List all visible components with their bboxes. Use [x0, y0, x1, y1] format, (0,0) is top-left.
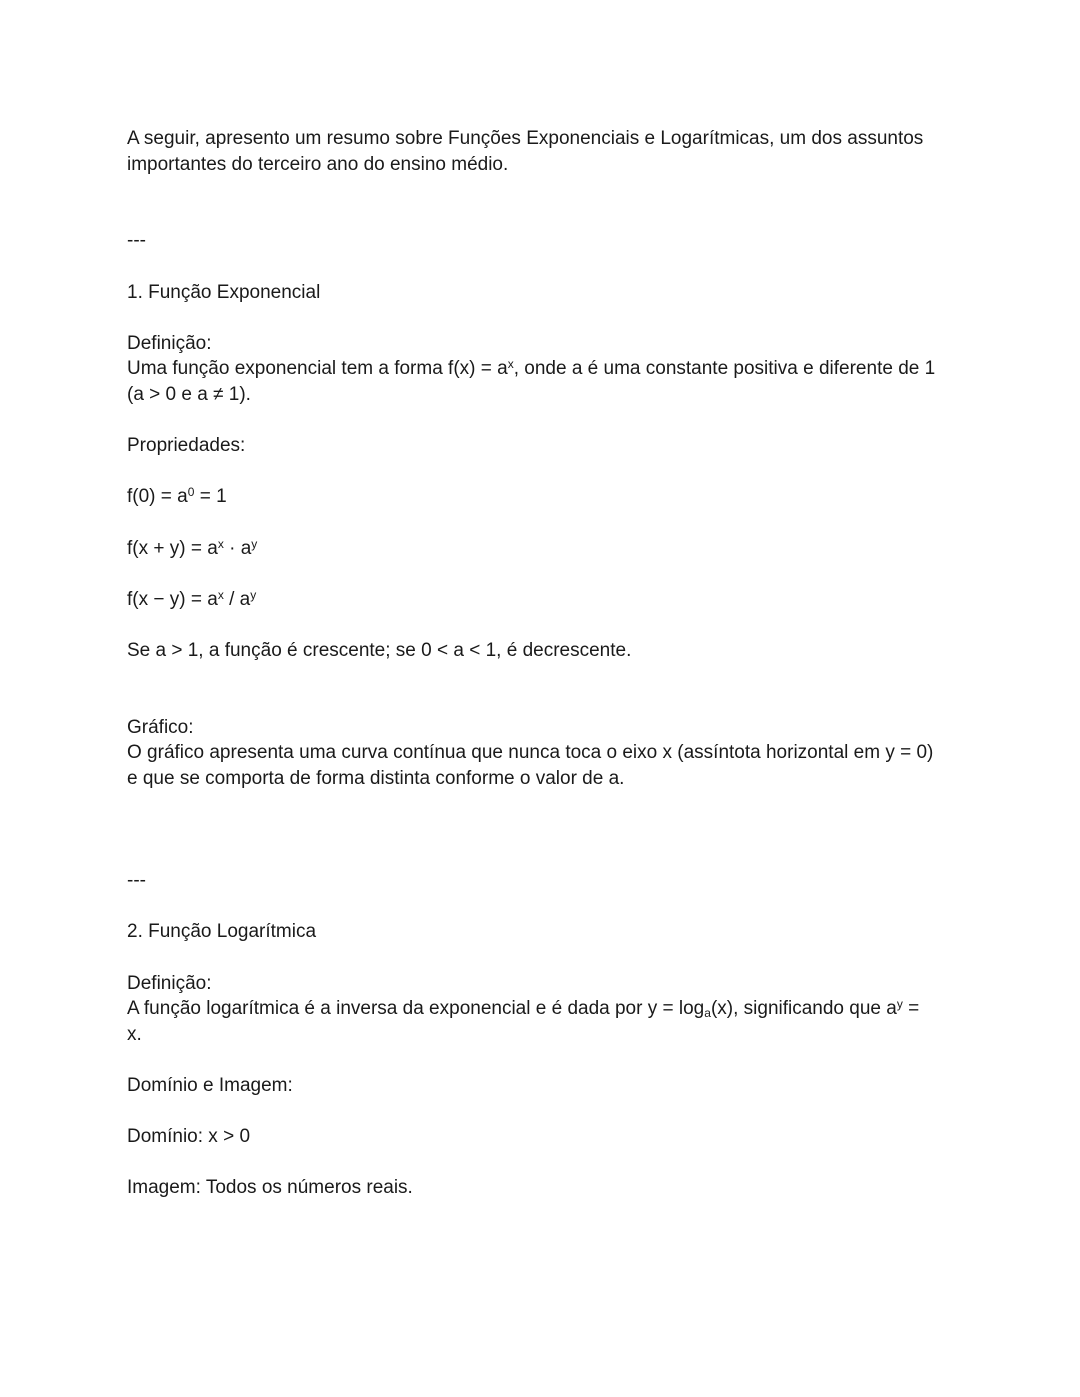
spacer: [127, 612, 957, 638]
spacer: [127, 1150, 957, 1176]
superscript: 0: [187, 485, 195, 500]
spacer: [127, 689, 957, 715]
formula-text: / a: [223, 588, 251, 610]
spacer: [127, 791, 957, 817]
definition-text: Uma função exponencial tem a forma f(x) = a: [127, 358, 508, 380]
spacer: [127, 817, 957, 843]
spacer: [127, 177, 957, 203]
superscript: y: [251, 536, 258, 551]
spacer: [127, 561, 957, 587]
formula-text: f(x − y) = a: [127, 588, 218, 610]
section-1-definition-label: Definição:: [127, 332, 212, 354]
section-2-title: 2. Função Logarítmica: [127, 921, 317, 943]
definition-text: (x), significando que a: [710, 998, 897, 1020]
domain-text: Domínio: x > 0: [127, 1126, 251, 1148]
intro-line-1: A seguir, apresento um resumo sobre Funções Exponenciais e Logarítmicas, um dos assuntos: [127, 128, 924, 149]
superscript: x: [507, 357, 514, 372]
superscript: y: [250, 587, 257, 602]
section-1-definition-line-1: [127, 356, 957, 382]
spacer: [127, 254, 957, 280]
image-text: Imagem: Todos os números reais.: [127, 1177, 413, 1199]
property-4: Se a > 1, a função é crescente; se 0 < a < 1, é decrescente.: [127, 639, 632, 661]
spacer: [127, 945, 957, 971]
spacer: [127, 843, 957, 869]
spacer: [127, 305, 957, 331]
section-1-definition-line-2: (a > 0 e a ≠ 1).: [127, 383, 251, 405]
properties-label: Propriedades:: [127, 435, 246, 457]
formula-text: · a: [223, 537, 252, 559]
domain-image-label: Domínio e Imagem:: [127, 1074, 293, 1096]
formula-text: f(0) = a: [127, 486, 188, 508]
graph-label: Gráfico:: [127, 716, 194, 738]
property-3: [127, 587, 957, 613]
subscript: a: [704, 1006, 711, 1021]
spacer: [127, 1099, 957, 1125]
superscript: x: [217, 536, 224, 551]
definition-text: , onde a é uma constante positiva e diferente de 1: [513, 358, 936, 380]
section-2-definition-line-2: x.: [127, 1023, 142, 1045]
separator: ---: [127, 870, 146, 892]
section-2-definition-label: Definição:: [127, 972, 212, 994]
definition-text: =: [902, 998, 920, 1020]
spacer: [127, 408, 957, 434]
intro-paragraph: [127, 126, 957, 177]
spacer: [127, 894, 957, 920]
property-2: [127, 536, 957, 562]
separator: ---: [127, 230, 146, 252]
spacer: [127, 459, 957, 485]
property-1: [127, 484, 957, 510]
graph-line-2: e que se comporta de forma distinta conforme o valor de a.: [127, 767, 625, 789]
formula-text: = 1: [194, 486, 227, 508]
superscript: x: [217, 587, 224, 602]
formula-text: f(x + y) = a: [127, 537, 218, 559]
intro-line-2: importantes do terceiro ano do ensino médio.: [127, 153, 509, 175]
definition-text: A função logarítmica é a inversa da exponencial e é dada por y = log: [127, 998, 705, 1020]
spacer: [127, 203, 957, 229]
graph-line-1: O gráfico apresenta uma curva contínua que nunca toca o eixo x (assíntota horizontal em y = 0): [127, 742, 934, 764]
section-1-title: 1. Função Exponencial: [127, 281, 321, 303]
spacer: [127, 1047, 957, 1073]
document-page: [127, 126, 957, 1201]
superscript: y: [896, 997, 903, 1012]
section-2-definition-line-1: [127, 996, 957, 1022]
spacer: [127, 510, 957, 536]
spacer: [127, 663, 957, 689]
